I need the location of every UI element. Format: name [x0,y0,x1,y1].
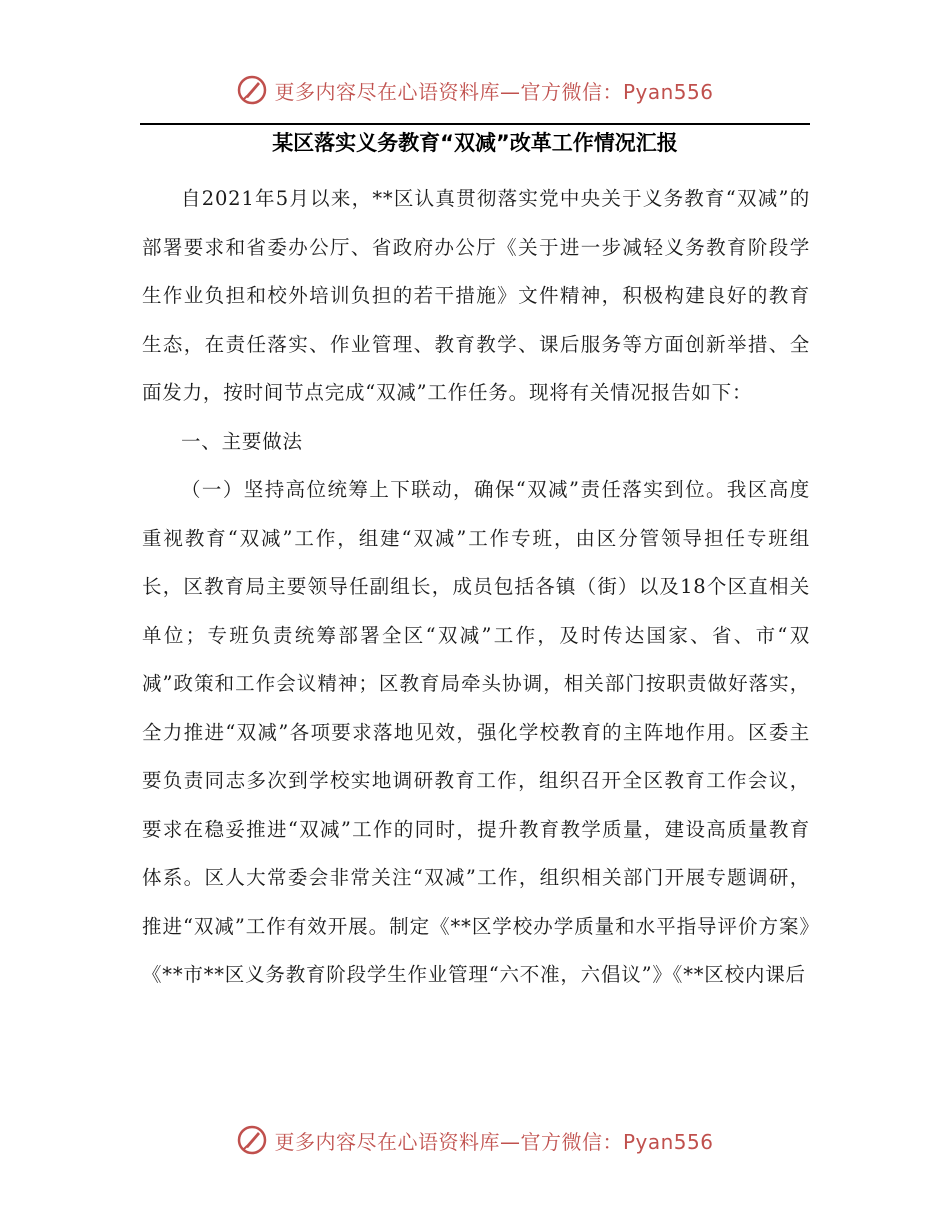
paragraph-item-1: （一）坚持高位统筹上下联动，确保“双减”责任落实到位。我区高度重视教育“双减”工作，组建“双减”工作专班，由区分管领导担任专班组长，区教育局主要领导任副组长，成员包括各镇（街）以及18个区直相关单位；专班负责统筹部署全区“双减”工作，及时传达国家、省、市“双减”政策和工作会议精神；区教育局牵头协调，相关部门按职责做好落实，全力推进“双减”各项要求落地见效，强化学校教育的主阵地作用。区委主要负责同志多次到学校实地调研教育工作，组织召开全区教育工作会议，要求在稳妥推进“双减”工作的同时，提升教育教学质量，建设高质量教育体系。区人大常委会非常关注“双减”工作，组织相关部门开展专题调研，推进“双减”工作有效开展。制定《**区学校办学质量和水平指导评价方案》《**市**区义务教育阶段学生作业管理“六不准，六倡议”》《**区校内课后 [142,478,810,986]
watermark-text: 更多内容尽在心语资料库—官方微信：Pyan556 [274,79,714,104]
quill-logo-icon [236,1124,268,1156]
header-rule [140,123,810,125]
watermark-header [0,70,950,110]
document-title: 某区落实义务教育“双减”改革工作情况汇报 [272,131,678,155]
paragraph-intro: 自2021年5月以来，**区认真贯彻落实党中央关于义务教育“双减”的部署要求和省委办公厅、省政府办公厅《关于进一步减轻义务教育阶段学生作业负担和校外培训负担的若干措施》文件精神，积极构建良好的教育生态，在责任落实、作业管理、教育教学、课后服务等方面创新举措、全面发力，按时间节点完成“双减”工作任务。现将有关情况报告如下： [142,187,810,404]
watermark-footer [0,1120,950,1160]
section-heading-main-practices: 一、主要做法 [181,429,303,453]
watermark-text: 更多内容尽在心语资料库—官方微信：Pyan556 [274,1129,714,1154]
quill-logo-icon [236,74,268,106]
document-body [142,175,810,1000]
